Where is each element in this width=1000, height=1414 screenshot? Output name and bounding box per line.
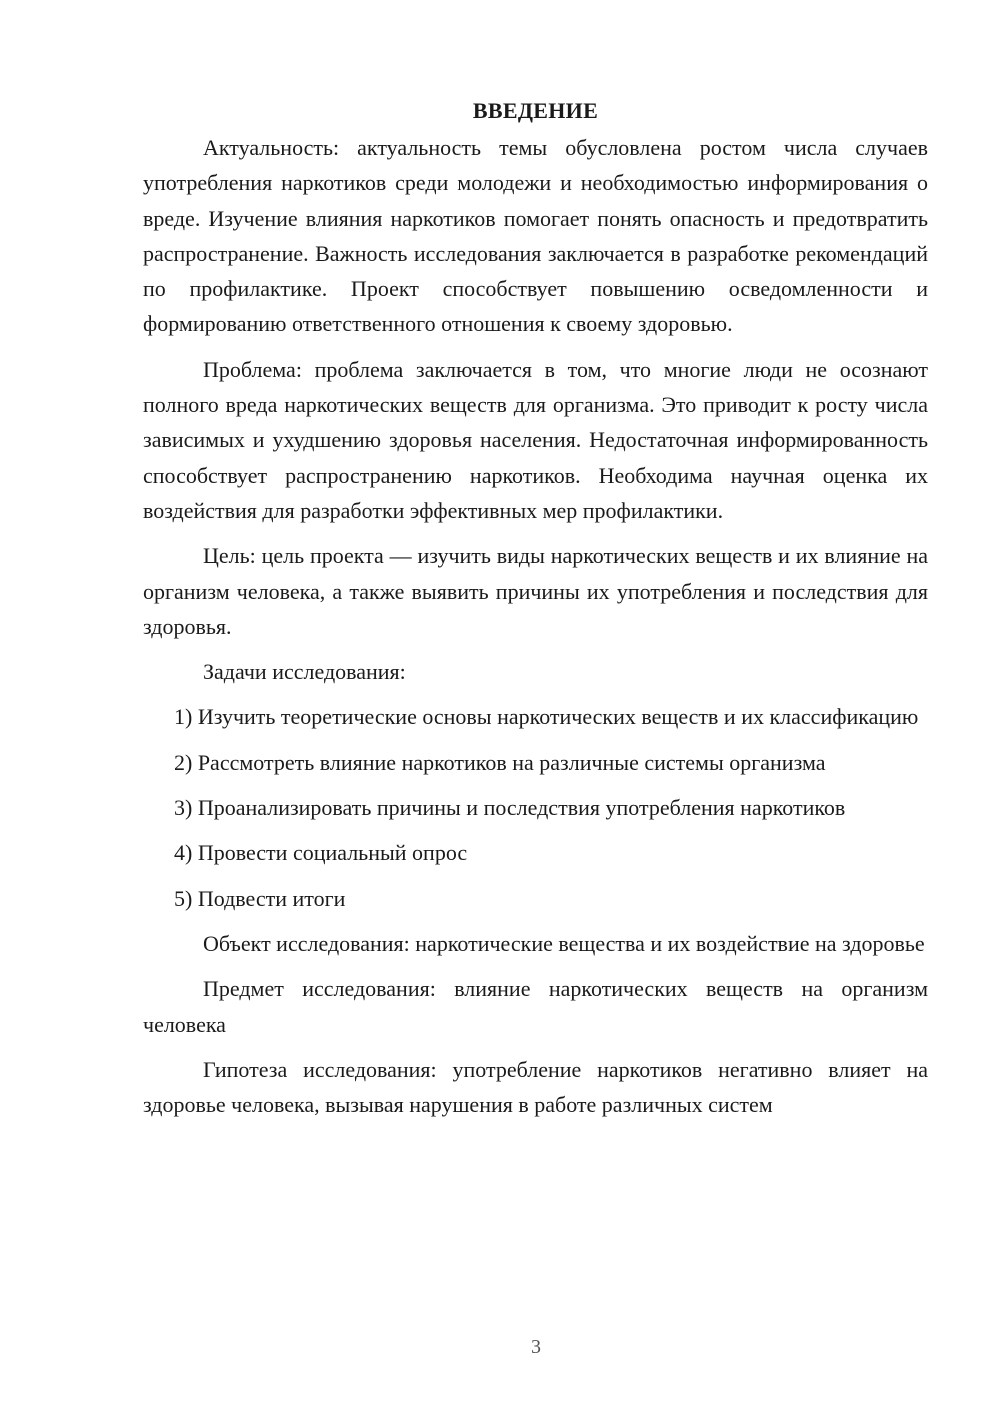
subject-paragraph: Предмет исследования: влияние наркотических веществ на организм человека	[143, 976, 928, 1037]
document-page	[143, 96, 928, 1132]
task-item: 4) Провести социальный опрос	[174, 840, 468, 866]
tasks-list	[143, 699, 928, 915]
task-item: 2) Рассмотреть влияние наркотиков на различные системы организма	[174, 749, 826, 775]
task-item: 1) Изучить теоретические основы наркотических веществ и их классификацию	[174, 704, 919, 730]
hypothesis-paragraph: Гипотеза исследования: употребление наркотиков негативно влияет на здоровье человека, вызывая нарушения в работе различных систем	[143, 1056, 928, 1118]
page-number: 3	[531, 1336, 541, 1358]
goal-paragraph: Цель: цель проекта — изучить виды наркотических веществ и их влияние на организм человека, а также выявить причины их употребления и последствия для здоровья.	[143, 543, 928, 639]
relevance-paragraph: Актуальность: актуальность темы обусловлена ростом числа случаев употребления наркотиков среди молодежи и необходимостью информирования о вреде. Изучение влияния наркотиков помогает понять опасность и предотвратить распространение. Важность исследования заключается в разработке рекомендаций по профилактике. Проект способствует повышению осведомленности и формированию ответственного отношения к своему здоровью.	[143, 135, 928, 337]
tasks-heading: Задачи исследования:	[203, 659, 406, 685]
page-title: ВВЕДЕНИЕ	[472, 98, 599, 123]
problem-paragraph: Проблема: проблема заключается в том, что многие люди не осознают полного вреда наркотических веществ для организма. Это приводит к росту числа зависимых и ухудшению здоровья населения. Недостаточная информированность способствует распространению наркотиков. Необходима научная оценка их воздействия для разработки эффективных мер профилактики.	[143, 356, 928, 523]
object-paragraph: Объект исследования: наркотические вещества и их воздействие на здоровье	[203, 930, 925, 956]
task-item: 3) Проанализировать причины и последствия употребления наркотиков	[174, 795, 846, 821]
task-item: 5) Подвести итоги	[174, 885, 346, 911]
